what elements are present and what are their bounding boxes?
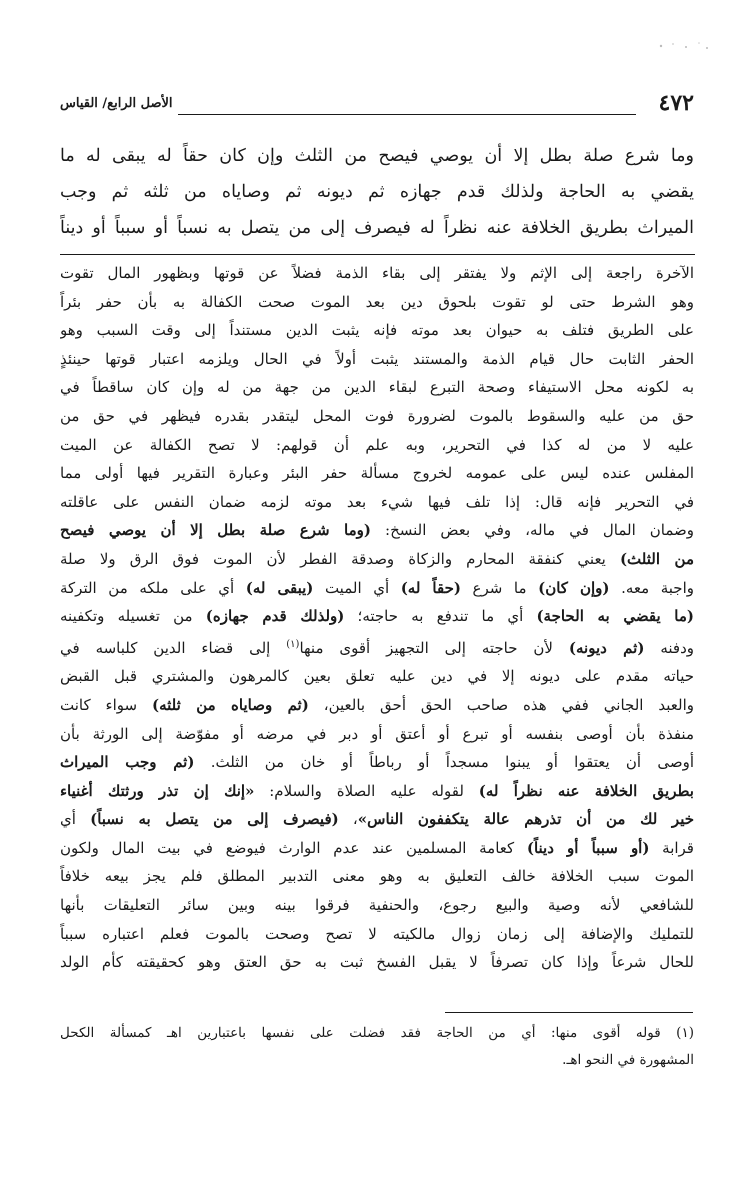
footnote-line: المشهورة في النحو اهـ.: [562, 1052, 694, 1068]
page-number: ٤٧٢: [658, 90, 694, 116]
commentary-line: [60, 402, 694, 431]
commentary-text: لأن حاجته إلى التجهيز أقوى منها: [299, 638, 569, 657]
main-text-line: وما شرع صلة بطل إلا أن يوصي فيصح من الثلث وإن كان حقاً له يبقى له ما: [60, 146, 694, 166]
commentary-text: منفذة بأن أوصى بنفسه أو تبرع أو أعتق أو دبر في مرضه أو مفوّضة إلى الورثة بأن: [60, 724, 694, 743]
commentary-line: [60, 288, 694, 317]
commentary-text: وهو الشرط حتى لو تقوت بلحوق دين بعد الموت صحت الكفالة به بأن حفر بئراً: [60, 292, 694, 311]
matn-quote: (ما يقضي به الحاجة): [536, 607, 694, 626]
commentary-line: [60, 431, 694, 460]
commentary-line: [60, 862, 694, 891]
commentary-text: من تغسيله وتكفينه: [60, 607, 206, 626]
commentary-line: [60, 316, 694, 345]
matn-quote: (ثم وجب الميراث: [60, 753, 195, 772]
main-text-line: الميراث بطريق الخلافة عنه نظراً له فيصرف إلى من يتصل به نسباً أو سبباً أو ديناً: [60, 218, 694, 238]
commentary-text: الموت سبب الخلافة خالف التعليق به وهو معنى التدبير المطلق فلم يجز بيعه خلافاً: [60, 867, 694, 886]
matn-quote: (فيصرف إلى من يتصل به نسباً): [90, 810, 339, 829]
matn-quote: من الثلث): [619, 549, 694, 568]
commentary-line: [60, 373, 694, 402]
commentary-text: والعبد الجاني ففي هذه صاحب الحق أحق بالعين،: [308, 695, 694, 714]
commentary-text: كعامة المسلمين عند عدم الوارث فيوضع في بيت المال ولكون: [60, 838, 527, 857]
footnote-ref: (١): [286, 638, 300, 650]
matn-quote: «إنك إن تذر ورثتك أغنياء: [60, 781, 255, 800]
commentary-line: [60, 574, 694, 603]
commentary-line: [60, 720, 694, 749]
commentary-line: [60, 631, 694, 663]
commentary-line: [60, 662, 694, 691]
commentary-text: الآخرة راجعة إلى الإثم ولا يفتقر إلى بقاء الذمة فضلاً عن قوتها وبظهور المال تقوت: [60, 264, 694, 282]
commentary-line: [60, 948, 694, 977]
matn-quote: (وإن كان): [538, 578, 610, 597]
commentary-block: [60, 259, 694, 977]
commentary-text: عليه لا من له كذا في التحرير، وبه علم أن قولهم: لا تصح الكفالة عن الميت: [60, 435, 694, 454]
commentary-line: [60, 834, 694, 863]
matn-quote: (وما شرع صلة بطل إلا أن يوصي فيصح: [60, 521, 372, 540]
commentary-text: أي ما تندفع به حاجته؛: [344, 607, 537, 626]
commentary-line: [60, 345, 694, 374]
running-title: الأصل الرابع/ القياس: [60, 96, 173, 111]
commentary-line: [60, 777, 694, 806]
commentary-text: للحال شرعاً وإذا كان تصرفاً لا يقبل الفسخ ثبت به حق العتق وهو كحقيقته كأم الولد: [60, 953, 694, 972]
commentary-line: [60, 545, 694, 574]
commentary-text: للتمليك والإضافة إلى زمان زوال مالكيته لا تصح وصحت بالموت فعلم اعتباره سبباً: [60, 924, 694, 943]
commentary-text: أي: [60, 810, 91, 829]
commentary-line: [60, 891, 694, 920]
commentary-text: حياته مقدم على ديونه إلا في دين عليه تعلق بعين كالمرهون والمشتري قبل القبض: [60, 667, 694, 686]
commentary-line: [60, 459, 694, 488]
commentary-text: به لكونه محل الاستيفاء وصحة التبرع لبقاء الدين من جهة من له وإن كان ساقطاً في: [60, 378, 694, 397]
main-text-block: [60, 138, 694, 246]
commentary-text: ،: [338, 810, 358, 829]
scan-speckle-mark: [655, 38, 715, 52]
commentary-text: أي الميت: [313, 578, 401, 597]
footnote-rule: [445, 1012, 693, 1013]
commentary-line: [60, 488, 694, 517]
commentary-line: [60, 805, 694, 834]
commentary-text: المفلس عنده ليس على عمومه لخروج مسألة حفر البئر وعبارة التقرير فيها أولى مما: [60, 464, 694, 483]
commentary-text: ودفنه: [644, 638, 694, 657]
commentary-line: [60, 691, 694, 720]
commentary-line: [60, 516, 694, 545]
commentary-line: [60, 259, 694, 288]
footnote-line: (١) قوله أقوى منها: أي من الحاجة فقد فضلت على نفسها باعتبارين اهـ كمسألة الكحل: [60, 1025, 694, 1041]
commentary-text: يعني كنفقة المحارم والزكاة وصدقة الفطر لأن الموت فوق الرق ولا صلة: [60, 549, 620, 568]
commentary-text: الحفر الثابت حال قيام الذمة والمستند يثبت أولاً في الحال ويلزمه اعتبار قوتها حينئذٍ: [60, 349, 694, 368]
commentary-text: في التحرير فإنه قال: إذا تلف فيها شيء بعد موته لزمه ضمان النفس على عاقلته: [60, 492, 694, 511]
matn-quote: خير لك من أن تذرهم عالة يتكففون الناس»: [357, 810, 694, 829]
commentary-text: لقوله عليه الصلاة والسلام:: [254, 781, 479, 800]
commentary-text: أوصى أن يعتقوا أو يبنوا مسجداً أو رباطاً أو خان من الثلث.: [194, 753, 694, 772]
commentary-line: [60, 602, 694, 631]
main-text-line: يقضي به الحاجة ولذلك قدم جهازه ثم ديونه ثم وصاياه من ثلثه ثم وجب: [60, 182, 694, 202]
commentary-text: حق من عليه والسقوط بالموت لضرورة فوت المحل ليتقدر بقدره فيظهر في حق من: [60, 406, 694, 425]
commentary-text: أي على ملكه من التركة: [60, 578, 246, 597]
matn-quote: بطريق الخلافة عنه نظراً له): [478, 781, 694, 800]
matn-quote: (أو سبباً أو ديناً): [526, 838, 650, 857]
footnote-block: [60, 1020, 694, 1074]
page-header: [60, 90, 694, 126]
matn-quote: (ثم وصاياه من ثلثه): [152, 695, 309, 714]
main-text-separator: [60, 254, 695, 255]
commentary-line: [60, 920, 694, 949]
matn-quote: (يبقى له): [245, 578, 314, 597]
commentary-text: للشافعي لأنه وصية والبيع رجوع، والحنفية فرقوا بينه وبين سائر التعليقات بأنها: [60, 896, 694, 915]
matn-quote: (حقاً له): [400, 578, 461, 597]
commentary-text: ما شرع: [460, 578, 539, 597]
commentary-text: إلى قضاء الدين كلباسه في: [60, 638, 287, 657]
matn-quote: (ثم ديونه): [568, 638, 645, 657]
commentary-text: قرابة: [649, 838, 694, 857]
commentary-text: سواء كانت: [60, 695, 153, 714]
commentary-line: [60, 748, 694, 777]
commentary-text: على الطريق فتلف به حيوان بعد موته فإنه يثبت الدين مستنداً إلى وقت السبب وهو: [60, 321, 694, 340]
header-rule: [178, 114, 636, 115]
matn-quote: (ولذلك قدم جهازه): [205, 607, 345, 626]
commentary-text: وضمان المال في ماله، وفي بعض النسخ:: [371, 521, 694, 540]
commentary-text: واجبة معه.: [609, 578, 694, 597]
